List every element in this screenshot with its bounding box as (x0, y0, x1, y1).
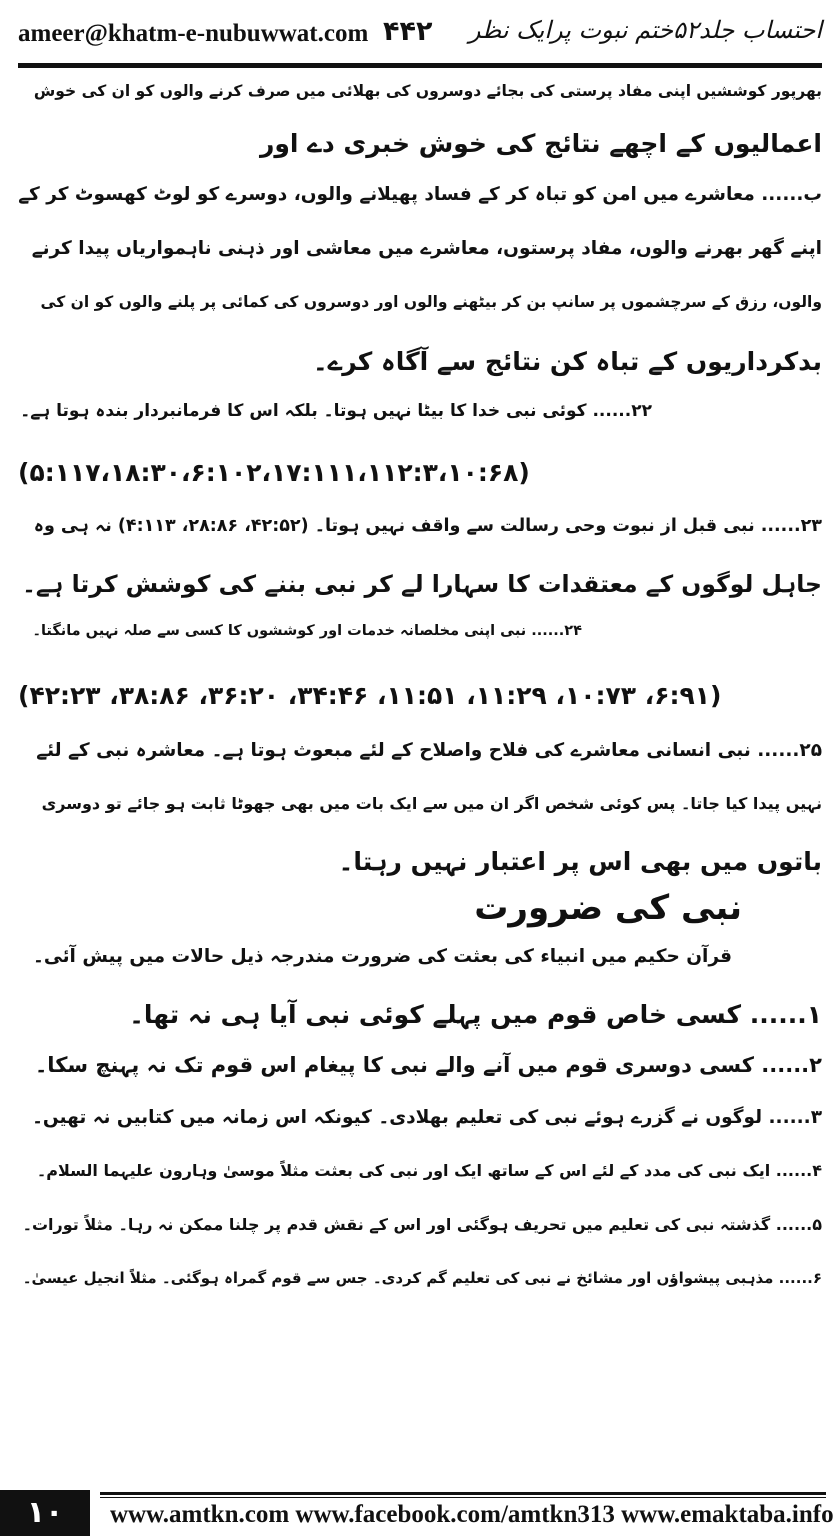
item-24: ۲۴...... نبی اپنی مخلصانہ خدمات اور کوششوں کا کسی سے صلہ نہیں مانگتا۔ (32, 623, 582, 639)
footer-page-number: ۱۰ (0, 1490, 90, 1536)
footer-urls: www.amtkn.com www.facebook.com/amtkn313 www.emaktaba.info (110, 1501, 834, 1528)
page-footer (0, 1478, 840, 1540)
header-email: ameer@khatm-e-nubuwwat.com (18, 20, 369, 47)
text-line: اپنے گھر بھرنے والوں، مفاد پرستوں، معاشرے میں معاشی اور ذہنی ناہمواریاں پیدا کرنے (31, 238, 822, 259)
list-item: ۳...... لوگوں نے گزرے ہوئے نبی کی تعلیم بھلادی۔ کیونکہ اس زمانہ میں کتابیں نہ تھیں۔ (32, 1107, 822, 1128)
section-heading: نبی کی ضرورت (474, 888, 742, 928)
text-line: بدکرداریوں کے تباہ کن نتائج سے آگاہ کرے۔ (312, 347, 822, 376)
header-rule (18, 63, 822, 68)
text-line: ۲۵...... نبی انسانی معاشرے کی فلاح واصلاح کے لئے مبعوث ہوتا ہے۔ معاشرہ نبی کے لئے (36, 740, 822, 761)
book-title: احتساب جلد۵۲ختم نبوت پرایک نظر (468, 16, 822, 44)
text-line: والوں، رزق کے سرچشموں پر سانپ بن کر بیٹھنے والوں اور دوسروں کی کمائی پر پلنے والوں کو ان کی (40, 293, 822, 311)
page-number: ۴۴۲ (383, 16, 433, 47)
list-item: ۵...... گذشتہ نبی کی تعلیم میں تحریف ہوگئی اور اس کے نقش قدم پر چلنا ممکن نہ رہا۔ مثلاً تورات۔ (22, 1215, 822, 1234)
text-line: ۲۳...... نبی قبل از نبوت وحی رسالت سے واقف نہیں ہوتا۔ (۴۲:۵۲، ۲۸:۸۶، ۴:۱۱۳) نہ ہی وہ (33, 516, 822, 536)
text-line: باتوں میں بھی اس پر اعتبار نہیں رہتا۔ (338, 847, 822, 876)
reference-24: (۶:۹۱، ۱۰:۷۳، ۱۱:۲۹، ۱۱:۵۱، ۳۴:۴۶، ۳۶:۲۰، ۳۸:۸۶، ۴۲:۲۳) (18, 681, 722, 710)
footer-rule-thin (100, 1497, 826, 1498)
reference-22: (۵:۱۱۷،۱۸:۳۰،۶:۱۰۲،۱۷:۱۱۱،۱۱۲:۳،۱۰:۶۸) (18, 458, 530, 487)
list-item: ۶...... مذہبی پیشواؤں اور مشائخ نے نبی کی تعلیم گم کردی۔ جس سے قوم گمراہ ہوگئی۔ مثلاً انجیل عیسیٰ۔ (22, 1269, 822, 1287)
item-22: ۲۲...... کوئی نبی خدا کا بیٹا نہیں ہوتا۔ بلکہ اس کا فرمانبردار بندہ ہوتا ہے۔ (20, 401, 652, 421)
intro-line: قرآن حکیم میں انبیاء کی بعثت کی ضرورت مندرجہ ذیل حالات میں پیش آئی۔ (33, 946, 732, 967)
list-item: ۱...... کسی خاص قوم میں پہلے کوئی نبی آیا ہی نہ تھا۔ (129, 1000, 822, 1029)
list-item: ۴...... ایک نبی کی مدد کے لئے اس کے ساتھ ایک اور نبی کی بعثت مثلاً موسیٰ وہارون علیہما السلام۔ (36, 1161, 822, 1180)
list-item: ۲...... کسی دوسری قوم میں آنے والے نبی کا پیغام اس قوم تک نہ پہنچ سکا۔ (35, 1053, 822, 1077)
text-line: نہیں پیدا کیا جاتا۔ پس کوئی شخص اگر ان میں سے ایک بات میں بھی جھوٹا ثابت ہو جائے تو دوسری (41, 794, 822, 813)
footer-rule (100, 1492, 826, 1495)
text-line: ب...... معاشرے میں امن کو تباہ کر کے فساد پھیلانے والوں، دوسرے کو لوٹ کھسوٹ کر کے (18, 184, 822, 205)
text-line: بھرپور کوششیں اپنی مفاد پرستی کی بجائے دوسروں کی بھلائی میں صرف کرنے والوں کو ان کی خوش (33, 82, 822, 100)
text-line: اعمالیوں کے اچھے نتائج کی خوش خبری دے اور (259, 129, 822, 158)
text-line: جاہل لوگوں کے معتقدات کا سہارا لے کر نبی بننے کی کوشش کرتا ہے۔ (22, 570, 822, 598)
page-header (18, 16, 822, 58)
